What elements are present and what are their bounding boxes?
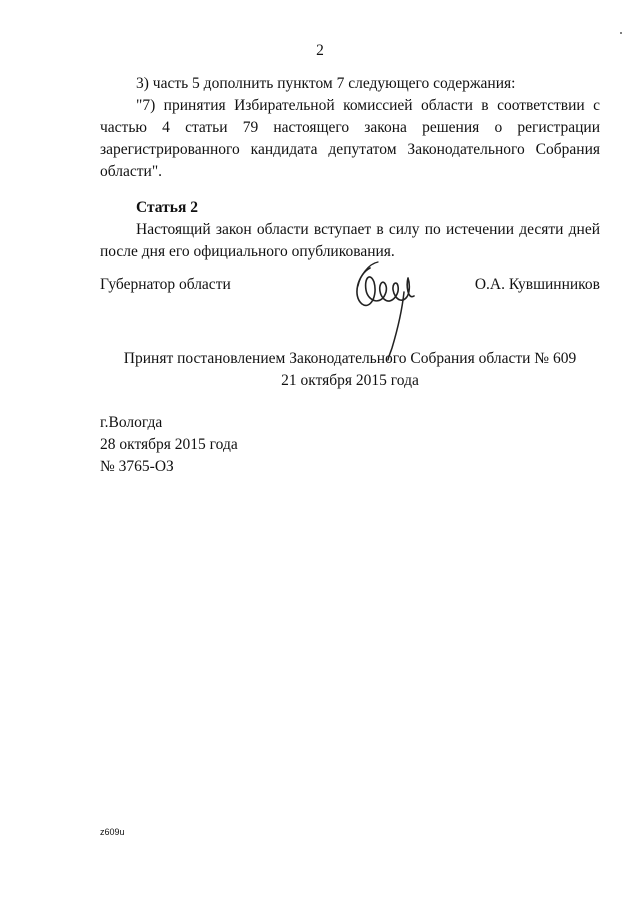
signing-date: 28 октября 2015 года (100, 436, 238, 453)
amendment-intro: 3) часть 5 дополнить пунктом 7 следующего содержания: (136, 75, 516, 92)
adoption-line-2: 21 октября 2015 года (281, 372, 419, 389)
page-number: 2 (316, 42, 324, 59)
article-2-text: Настоящий закон области вступает в силу по истечении десяти дней после дня его официального опубликования. (100, 221, 600, 260)
article-2-title: Статья 2 (136, 199, 198, 216)
document-body (100, 73, 600, 263)
adoption-line-1: Принят постановлением Законодательного Собрания области № 609 (123, 350, 577, 367)
city: г.Вологда (100, 414, 163, 431)
governor-position: Губернатор области (100, 276, 231, 293)
adoption-block (100, 348, 600, 392)
footer-code: z609u (100, 827, 125, 837)
place-date-block (100, 412, 238, 478)
amendment-text: "7) принятия Избирательной комиссией области в соответствии с частью 4 статьи 79 настоящего закона решения о регистрации зарегистрированного кандидата депутатом Законодательного Собрания области". (100, 97, 600, 180)
law-number: № 3765-ОЗ (100, 458, 174, 475)
governor-name: О.А. Кувшинников (474, 276, 600, 293)
scan-speck (620, 32, 622, 34)
